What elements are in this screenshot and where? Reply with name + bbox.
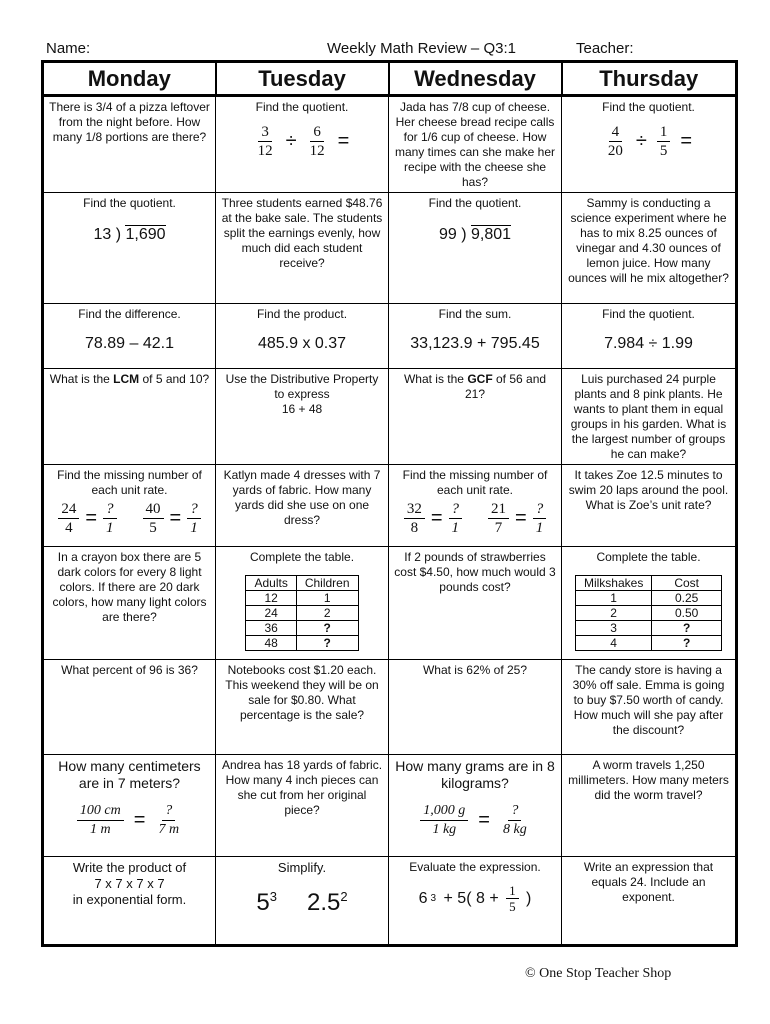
divisor: 13 (93, 226, 112, 243)
instruction: Complete the table. (596, 550, 701, 564)
instruction: Find the quotient. (602, 307, 695, 321)
question-text: Use the Distributive Property to express (225, 372, 379, 401)
fraction (506, 883, 519, 914)
denominator: 8 (410, 520, 419, 536)
fraction (77, 802, 124, 839)
expression: 16 + 48 (281, 402, 323, 416)
problem-wed-1: Jada has 7/8 cup of cheese. Her cheese bread recipe calls for 1/6 cup of cheese. How many times can she make her recipe with the cheese she has? (389, 96, 562, 193)
column-header: Cost (652, 576, 722, 591)
equals-sign: = (133, 809, 146, 831)
numerator: 100 cm (77, 802, 124, 821)
problem-wed-9 (389, 857, 562, 946)
table-row: 36 ? (246, 621, 358, 636)
question-text: What is the (403, 372, 468, 386)
problem-wed-3 (389, 304, 562, 369)
fraction (657, 123, 671, 160)
review-grid (41, 60, 738, 947)
problem-thu-5: It takes Zoe 12.5 minutes to swim 20 laps around the pool. What is Zoe’s unit rate? (562, 465, 737, 547)
problem-row-6 (43, 547, 737, 660)
ratio-table (575, 575, 722, 651)
numerator: ? (162, 802, 175, 821)
problem-tue-4 (216, 369, 389, 465)
denominator: 8 kg (502, 822, 527, 837)
equals-sign: = (515, 507, 527, 529)
day-wednesday: Wednesday (389, 62, 562, 96)
denominator: 1 (451, 520, 459, 536)
question-text: of 5 and 10? (139, 372, 210, 386)
table-row: 1 0.25 (575, 591, 721, 606)
equals-sign: = (169, 507, 182, 529)
problem-row-5 (43, 465, 737, 547)
fraction (307, 123, 328, 160)
day-tuesday: Tuesday (216, 62, 389, 96)
numerator: 24 (58, 500, 79, 519)
expression: 33,123.9 + 795.45 (410, 335, 540, 352)
denominator: 1 m (90, 822, 111, 837)
problem-row-8 (43, 755, 737, 857)
problem-mon-7: What percent of 96 is 36? (43, 660, 216, 755)
problem-row-3 (43, 304, 737, 369)
column-header: Children (296, 576, 358, 591)
fraction (488, 500, 509, 537)
problem-wed-4 (389, 369, 562, 465)
denominator: 7 (494, 520, 503, 536)
problem-mon-2 (43, 193, 216, 304)
divide-sign: ÷ (635, 130, 647, 152)
question-text: What is the (49, 372, 114, 386)
denominator: 1 kg (432, 822, 457, 837)
problem-tue-1 (216, 96, 389, 193)
denominator: 5 (659, 143, 668, 159)
numerator: 3 (258, 123, 272, 142)
problem-mon-1: There is 3/4 of a pizza leftover from the night before. How many 1/8 portions are there? (43, 96, 216, 193)
expression: 7 x 7 x 7 x 7 (94, 876, 165, 891)
numerator: 40 (143, 500, 164, 519)
numerator: 6 (310, 123, 324, 142)
numerator: 1,000 g (420, 802, 468, 821)
expression: 7.984 ÷ 1.99 (604, 335, 693, 352)
denominator: 12 (309, 143, 325, 159)
problem-wed-7: What is 62% of 25? (389, 660, 562, 755)
expression-part: ) (521, 890, 532, 907)
expression (393, 883, 557, 914)
day-thursday: Thursday (562, 62, 737, 96)
fraction (103, 500, 117, 537)
conversion-expression (48, 802, 211, 839)
problem-tue-8: Andrea has 18 yards of fabric. How many 4 inch pieces can she cut from her original piece? (216, 755, 389, 857)
fraction (533, 500, 547, 537)
fraction-expression (566, 123, 731, 160)
problem-wed-2 (389, 193, 562, 304)
denominator: 1 (535, 520, 544, 536)
table-row: 3 ? (575, 621, 721, 636)
problem-wed-5 (389, 465, 562, 547)
instruction: Find the quotient. (428, 196, 522, 210)
problem-mon-5 (43, 465, 216, 547)
table-row: 12 1 (246, 591, 358, 606)
instruction: Complete the table. (249, 550, 355, 564)
question-text: Write the product of (72, 860, 187, 875)
problem-thu-7: The candy store is having a 30% off sale. Emma is going to buy $7.50 worth of candy. How much will she pay after the discount? (562, 660, 737, 755)
dividend: 1,690 (125, 226, 166, 243)
fraction (404, 500, 425, 537)
instruction: Find the difference. (78, 307, 181, 321)
numerator: ? (533, 500, 547, 519)
worksheet-header (46, 40, 736, 60)
table-row: 2 0.50 (575, 606, 721, 621)
numerator: 4 (609, 123, 623, 142)
numerator: 1 (657, 123, 671, 142)
problem-tue-3 (216, 304, 389, 369)
problem-mon-3 (43, 304, 216, 369)
copyright-footer: © One Stop Teacher Shop (525, 966, 672, 981)
fraction (420, 802, 468, 839)
table-row: 48 ? (246, 636, 358, 651)
worksheet-title: Weekly Math Review – Q3:1 (327, 40, 516, 57)
ratio-table (245, 575, 358, 651)
fraction (143, 500, 164, 537)
expression-part: + 5( 8 + (439, 890, 504, 907)
problem-tue-9 (216, 857, 389, 946)
base: 5 (256, 889, 270, 916)
problem-mon-8 (43, 755, 216, 857)
exponent-expressions (220, 889, 384, 916)
long-division: 13 ) 1,690 (93, 226, 166, 243)
denominator: 20 (607, 143, 623, 159)
question-text: of 56 and 21? (464, 372, 547, 401)
exponent: 2 (340, 889, 348, 904)
power-expression (306, 889, 348, 916)
expression: 485.9 x 0.37 (257, 335, 347, 352)
instruction: Find the quotient. (602, 100, 695, 114)
fraction (255, 123, 276, 160)
problem-thu-9: Write an expression that equals 24. Include an exponent. (562, 857, 737, 946)
question-text: How many grams are in 8 kilograms? (395, 758, 555, 791)
problem-tue-7: Notebooks cost $1.20 each. This weekend they will be on sale for $0.80. What percentage is the sale? (216, 660, 389, 755)
day-header-row (43, 62, 737, 96)
numerator: 1 (506, 883, 519, 899)
problem-thu-6 (562, 547, 737, 660)
denominator: 1 (106, 520, 114, 536)
problem-thu-4: Luis purchased 24 purple plants and 8 pink plants. He wants to plant them in equal groups in his garden. What is the largest number of groups he can make? (562, 369, 737, 465)
equals-sign: = (680, 130, 693, 152)
equals-sign: = (85, 507, 97, 529)
base: 6 (418, 890, 428, 907)
divide-sign: ÷ (285, 130, 297, 152)
problem-wed-8 (389, 755, 562, 857)
keyword: LCM (113, 372, 140, 386)
dividend: 9,801 (470, 226, 512, 243)
keyword: GCF (467, 372, 493, 386)
problem-row-2 (43, 193, 737, 304)
denominator: 12 (257, 143, 273, 159)
teacher-label: Teacher: (576, 40, 634, 57)
base: 2.5 (306, 889, 341, 916)
instruction: Simplify. (277, 860, 327, 875)
equals-sign: = (430, 507, 443, 529)
problem-row-4 (43, 369, 737, 465)
fraction (449, 500, 463, 537)
problem-mon-4 (43, 369, 216, 465)
fraction (155, 802, 182, 839)
problem-thu-8: A worm travels 1,250 millimeters. How many meters did the worm travel? (562, 755, 737, 857)
denominator: 4 (65, 520, 73, 536)
problem-thu-1 (562, 96, 737, 193)
power-expression (256, 889, 277, 916)
numerator: ? (187, 500, 201, 519)
instruction: Evaluate the expression. (409, 860, 541, 874)
fraction (58, 500, 79, 537)
name-label: Name: (46, 40, 91, 57)
long-division: 99 ) 9,801 (438, 226, 512, 243)
numerator: ? (449, 500, 463, 519)
problem-row-9 (43, 857, 737, 946)
table-row: 24 2 (246, 606, 358, 621)
expression: 78.89 – 42.1 (85, 335, 174, 352)
problem-thu-3 (562, 304, 737, 369)
fraction (500, 802, 530, 839)
exponent: 3 (269, 889, 277, 904)
equals-sign: = (478, 809, 490, 831)
problem-row-7 (43, 660, 737, 755)
instruction: Find the missing number of each unit rate. (402, 468, 548, 497)
numerator: 32 (404, 500, 425, 519)
question-text: in exponential form. (72, 892, 187, 907)
problem-tue-2: Three students earned $48.76 at the bake sale. The students split the earnings evenly, how much did each student receive? (216, 193, 389, 304)
day-monday: Monday (43, 62, 216, 96)
problem-mon-9 (43, 857, 216, 946)
equals-sign: = (337, 130, 350, 152)
problem-row-1 (43, 96, 737, 193)
denominator: 5 (509, 899, 516, 914)
column-header: Milkshakes (575, 576, 651, 591)
denominator: 7 m (158, 822, 180, 837)
numerator: ? (103, 500, 117, 519)
numerator: ? (508, 802, 521, 821)
conversion-expression (393, 802, 557, 839)
instruction: Find the product. (256, 307, 348, 321)
denominator: 5 (149, 520, 157, 536)
exponent: 3 (430, 893, 437, 904)
fraction (187, 500, 201, 537)
instruction: Find the quotient. (83, 196, 176, 210)
problem-tue-5: Katlyn made 4 dresses with 7 yards of fabric. How many yards did she use on one dress? (216, 465, 389, 547)
divisor: 99 (438, 226, 457, 243)
problem-tue-6 (216, 547, 389, 660)
instruction: Find the sum. (438, 307, 512, 321)
table-row: 4 ? (575, 636, 721, 651)
unit-rate-expression (393, 500, 557, 537)
unit-rate-expression (48, 500, 211, 537)
instruction: Find the quotient. (255, 100, 349, 114)
fraction (605, 123, 626, 160)
question-text: How many centimeters are in 7 meters? (58, 758, 201, 791)
problem-wed-6: If 2 pounds of strawberries cost $4.50, how much would 3 pounds cost? (389, 547, 562, 660)
problem-mon-6: In a crayon box there are 5 dark colors for every 8 light colors. If there are 20 dark colors, how many light colors are there? (43, 547, 216, 660)
column-header: Adults (246, 576, 296, 591)
fraction-expression (220, 123, 384, 160)
denominator: 1 (190, 520, 198, 536)
problem-thu-2: Sammy is conducting a science experiment where he has to mix 8.25 ounces of vinegar and 4.30 ounces of lemon juice. How many ounces will he mix altogether? (562, 193, 737, 304)
instruction: Find the missing number of each unit rate. (57, 468, 202, 497)
numerator: 21 (488, 500, 509, 519)
